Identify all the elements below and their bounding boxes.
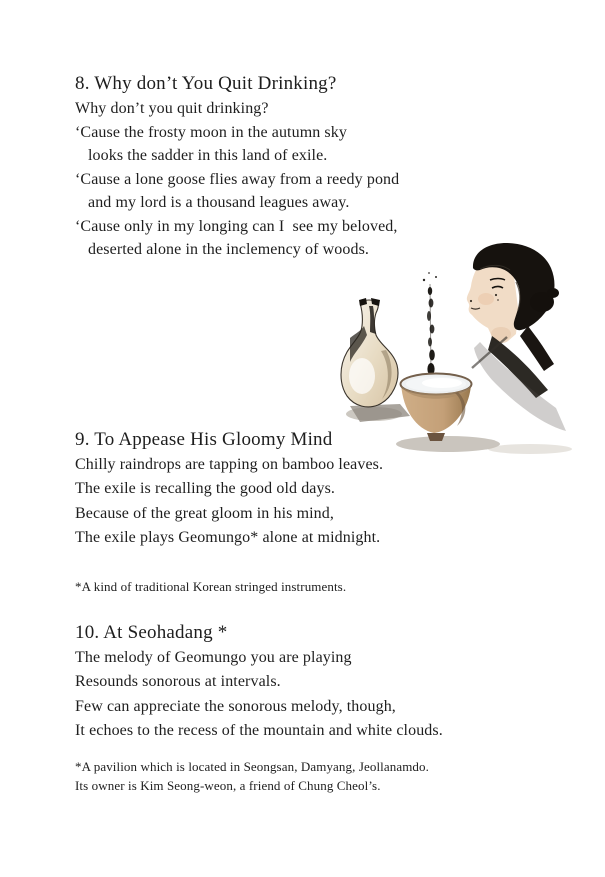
- footnote-geomungo: *A kind of traditional Korean stringed instruments.: [75, 579, 347, 594]
- poem-section-8: [75, 72, 399, 262]
- poem-section-10: [75, 621, 443, 743]
- woman-figure: [467, 243, 566, 431]
- poem-9-lines: [75, 453, 383, 550]
- poem-10-title: 10. At Seohadang *: [75, 622, 228, 643]
- poem-line: looks the sadder in this land of exile.: [88, 147, 328, 164]
- poem-8-title: 8. Why don’t You Quit Drinking?: [75, 73, 337, 94]
- poem-line: The exile is recalling the good old days.: [75, 480, 336, 498]
- poem-line: Resounds sonorous at intervals.: [75, 673, 281, 691]
- drinking-bowl: [401, 374, 472, 442]
- poem-line: ‘Cause a lone goose flies away from a reedy pond: [75, 170, 400, 188]
- poem-9-footnote-block: [75, 577, 346, 596]
- footnote-seohadang-1: *A pavilion which is located in Seongsan, Damyang, Jeollanamdo.: [75, 759, 429, 774]
- poem-line: It echoes to the recess of the mountain and white clouds.: [75, 721, 443, 739]
- poem-line: Why don’t you quit drinking?: [75, 100, 269, 117]
- poem-8-lines: [75, 97, 399, 262]
- pour-stream: [423, 272, 437, 381]
- poem-9-title: 9. To Appease His Gloomy Mind: [75, 429, 333, 450]
- poem-line: Few can appreciate the sonorous melody, though,: [75, 697, 396, 715]
- poem-section-9: [75, 428, 383, 550]
- poem-line: Chilly raindrops are tapping on bamboo leaves.: [75, 456, 384, 473]
- poem-line: ‘Cause only in my longing can I see my beloved,: [75, 217, 398, 235]
- poem-line: The melody of Geomungo you are playing: [75, 649, 352, 666]
- poem-10-lines: [75, 646, 443, 743]
- footnote-seohadang-2: Its owner is Kim Seong-weon, a friend of Chung Cheol’s.: [75, 778, 381, 794]
- porcelain-bottle: [341, 298, 398, 407]
- poem-10-footnote-block: [75, 757, 429, 796]
- poem-line: and my lord is a thousand leagues away.: [88, 194, 350, 211]
- poem-line: ‘Cause the frosty moon in the autumn sky: [75, 123, 347, 141]
- poem-line: The exile plays Geomungo* alone at midnight.: [75, 528, 381, 546]
- poem-line: deserted alone in the inclemency of woods.: [88, 241, 369, 258]
- poem-line: Because of the great gloom in his mind,: [75, 504, 334, 522]
